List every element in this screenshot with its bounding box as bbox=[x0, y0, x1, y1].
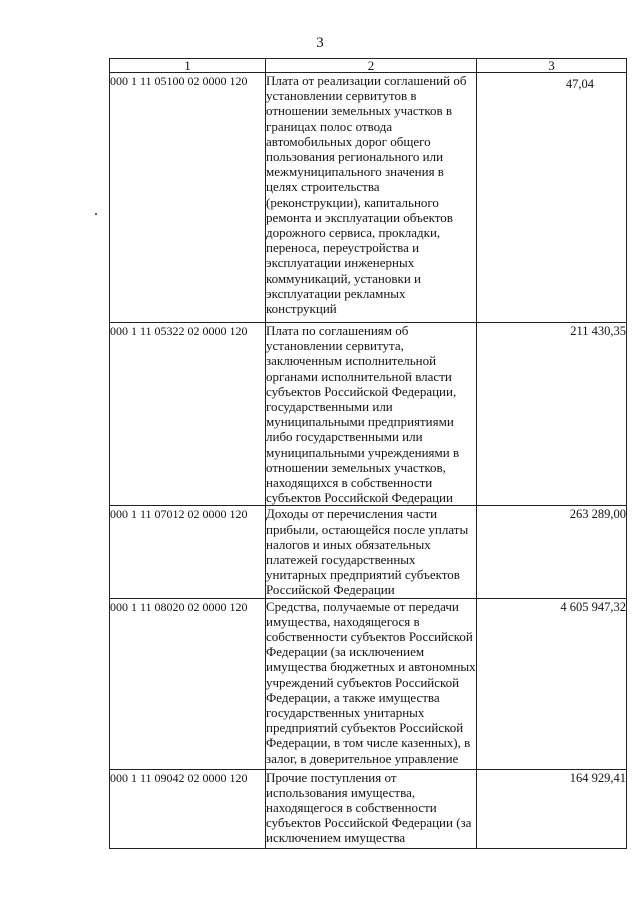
revenue-description: Плата по соглашениям об установлении сервитута, заключенным исполнительной органами исполнительной власти субъектов Российской Федерации, государственными или муниципальными предприятиями либо государственными или муниципальными учреждениями в отношении земельных участков, находящихся в собственности субъектов Российской Федерации bbox=[266, 323, 477, 506]
column-header-code: 1 bbox=[110, 59, 266, 73]
revenue-amount: 164 929,41 bbox=[477, 769, 627, 848]
page-number: 3 bbox=[316, 35, 324, 51]
revenue-amount: 4 605 947,32 bbox=[477, 598, 627, 769]
table-row bbox=[110, 598, 627, 769]
budget-code: 000 1 11 07012 02 0000 120 bbox=[110, 506, 266, 598]
table-row bbox=[110, 323, 627, 506]
table-header-row bbox=[110, 59, 627, 73]
budget-code: 000 1 11 09042 02 0000 120 bbox=[110, 769, 266, 848]
revenue-description: Доходы от перечисления части прибыли, остающейся после уплаты налогов и иных обязательных платежей государственных унитарных предприятий субъектов Российской Федерации bbox=[266, 506, 477, 598]
table-row bbox=[110, 769, 627, 848]
budget-code: 000 1 11 08020 02 0000 120 bbox=[110, 598, 266, 769]
revenue-description: Плата от реализации соглашений об установлении сервитутов в отношении земельных участков в границах полос отвода автомобильных дорог общего пользования регионального или межмуниципального значения в целях строительства (реконструкции), капитального ремонта и эксплуатации объектов дорожного сервиса, прокладки, переноса, переустройства и эксплуатации инженерных коммуникаций, установки и эксплуатации рекламных конструкций bbox=[266, 73, 477, 323]
column-header-description: 2 bbox=[266, 59, 477, 73]
revenue-description: Прочие поступления от использования имущества, находящегося в собственности субъектов Российской Федерации (за исключением имущества bbox=[266, 769, 477, 848]
revenue-description: Средства, получаемые от передачи имущества, находящегося в собственности субъектов Российской Федерации (за исключением имущества бюджетных и автономных учреждений субъектов Российской Федерации, а также имущества государственных унитарных предприятий субъектов Российской Федерации, в том числе казенных), в залог, в доверительное управление bbox=[266, 598, 477, 769]
column-header-amount: 3 bbox=[477, 59, 627, 73]
budget-code: 000 1 11 05100 02 0000 120 bbox=[110, 73, 266, 323]
table-row bbox=[110, 73, 627, 323]
revenue-amount: 47,04 bbox=[477, 73, 627, 323]
budget-code: 000 1 11 05322 02 0000 120 bbox=[110, 323, 266, 506]
revenue-table bbox=[109, 58, 627, 849]
revenue-amount: 211 430,35 bbox=[477, 323, 627, 506]
revenue-amount: 263 289,00 bbox=[477, 506, 627, 598]
table-row bbox=[110, 506, 627, 598]
scan-speck bbox=[95, 213, 97, 215]
